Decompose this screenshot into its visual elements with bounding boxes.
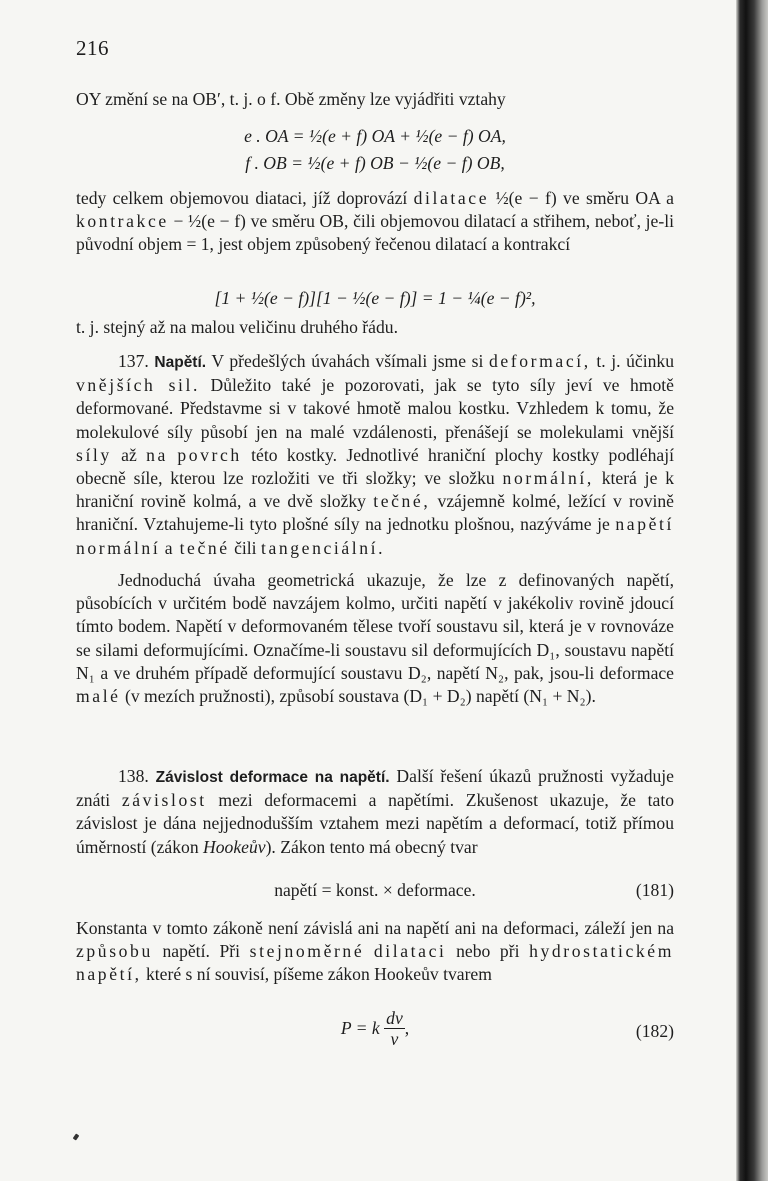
text-run: Další řešení úkazů pružnosti vyžaduje znáti	[76, 766, 674, 811]
page-number: 216	[76, 36, 109, 60]
spaced-term: hydrostatickém	[529, 941, 674, 962]
equation-number: (181)	[635, 880, 674, 900]
equation-182-fraction	[384, 1008, 405, 1049]
text-run: Jednoduchá úvaha geometrická ukazuje, že lze z definovaných napětí, působících v určitém bodě navzájem kolmo, určiti napětí v jakékoliv rovině jdoucí tímto bodem. Napětí v deformovaném tělese tvoří soustavu sil, která je v rovnováze se silami deformujícími. Označíme-li soustavu sil deformujících D₁, soustavu napětí N₁ a ve druhém případě deformující soustavu D₂, napětí N₂, pak, jsou-li deformace	[76, 570, 674, 683]
text-run: čili	[229, 537, 261, 558]
text-run: až	[111, 444, 147, 465]
equation-number: (182)	[635, 1021, 674, 1041]
spaced-term: na	[146, 444, 168, 465]
spaced-term: dilataci	[373, 941, 447, 962]
text-run: Konstanta v tomto zákoně není závislá ani na napětí ani na deformaci, záleží jen na	[76, 918, 674, 938]
intro-line	[76, 88, 674, 111]
text-run: vzájemně kolmé, ležící v rovině hraniční. Vztahujeme-li tyto plošné síly na jednotku plošnou, nazýváme je	[76, 491, 674, 535]
section-138	[76, 765, 674, 859]
equation-182-tail: ,	[404, 1017, 410, 1038]
paragraph-dilatation	[76, 187, 674, 257]
spaced-term: závislost	[121, 790, 207, 811]
fraction-denominator: v	[390, 1029, 399, 1049]
equation-product	[76, 287, 674, 310]
text-run: této kostky. Jednotlivé hraniční plochy kostky podléhají obecně síle, kterou lze rozložiti ve tři složky; ve složku	[76, 444, 674, 489]
spaced-term: malé	[76, 686, 121, 707]
text-run: (v mezích pružnosti), způsobí soustava (D₁ + D₂) napětí (N₁ + N₂).	[120, 686, 596, 707]
text-run: ). Zákon tento má obecný tvar	[265, 836, 478, 857]
equation-oa	[76, 125, 674, 148]
paragraph-second-order	[76, 316, 674, 339]
text-run: t. j. stejný až na malou veličinu druhého řádu.	[76, 317, 398, 337]
spaced-term: vnějších sil.	[76, 375, 200, 396]
equation-oa-text: e . OA = ½(e + f) OA + ½(e − f) OA,	[244, 126, 506, 146]
spaced-term: napětí,	[76, 964, 142, 985]
paragraph-hooke	[76, 917, 674, 987]
spaced-term: normální	[76, 537, 161, 558]
equation-product-text: [1 + ½(e − f)][1 − ½(e − f)] = 1 − ¼(e − f)²,	[214, 288, 536, 308]
text-run: mezi deformacemi a napětími. Zkušenost ukazuje, že tato závislost je dána nejjednodušším vztahem mezi napětím a deformací, totiž přímou úměrností (zákon	[76, 790, 674, 857]
equation-181	[76, 879, 674, 902]
text-run: tedy celkem objemovou diataci, jíž doprovází	[76, 188, 414, 208]
spaced-term: tečné,	[373, 491, 431, 512]
text-run: které s ní souvisí, píšeme zákon Hookeův tvarem	[141, 964, 492, 985]
text-run: ½(e − f) ve směru OA a	[489, 188, 674, 208]
paragraph-stress-system	[76, 569, 674, 708]
equation-ob-text: f . OB = ½(e + f) OB − ½(e − f) OB,	[245, 153, 505, 173]
spaced-term: napětí	[615, 514, 674, 535]
text-run: Důležito také je pozorovati, jak se tyto síly jeví ve hmotě deformované. Představme si v takové hmotě malou kostku. Vzhledem k tomu, že molekulové síly působí jen na malé vzdálenosti, přenášejí se molekulami vnější	[76, 375, 674, 442]
equation-182-lhs: P = k	[340, 1017, 380, 1038]
ink-mark	[73, 1133, 80, 1140]
text-run: napětí. Při	[152, 941, 250, 962]
text-run: − ½(e − f) ve směru OB, čili objemovou dilatací a střihem, neboť, je-li původní objem = 1, jest objem způsobený řečenou dilatací a kontrakcí	[76, 211, 674, 255]
spaced-term: tečné	[179, 537, 230, 558]
spaced-term: tangenciální.	[260, 537, 386, 558]
spaced-term: povrch	[177, 444, 242, 465]
fraction-numerator: dv	[386, 1008, 403, 1028]
spaced-term: deformací,	[489, 351, 591, 371]
spaced-term: síly	[76, 444, 112, 465]
italic-term: Hookeův	[203, 836, 266, 857]
section-number: 137.	[118, 351, 149, 371]
equation-181-text: napětí = konst. × deformace.	[274, 880, 476, 900]
text-run: t. j. účinku	[590, 351, 674, 371]
text-run: V předešlých úvahách všímali jsme si	[206, 351, 489, 371]
spaced-term: kontrakce	[76, 211, 169, 232]
intro-text: OY změní se na OB′, t. j. o f. Obě změny lze vyjádřiti vztahy	[76, 89, 506, 109]
spaced-term: dilatace	[413, 188, 490, 208]
spaced-term: způsobu	[76, 941, 153, 962]
book-spine-edge	[736, 0, 768, 1181]
spaced-term: normální,	[502, 468, 594, 489]
section-number: 138.	[118, 766, 149, 786]
spaced-term: a	[164, 537, 176, 558]
section-title: Závislost deformace na napětí.	[155, 769, 390, 786]
equation-182	[76, 1008, 674, 1056]
equation-ob	[76, 152, 674, 175]
text-run: nebo při	[446, 941, 530, 962]
text-run: která je k hraniční rovině kolmá, a ve dvě složky	[76, 468, 674, 512]
spaced-term: stejnoměrné	[249, 941, 365, 962]
section-137	[76, 350, 674, 560]
section-title: Napětí.	[154, 354, 207, 371]
